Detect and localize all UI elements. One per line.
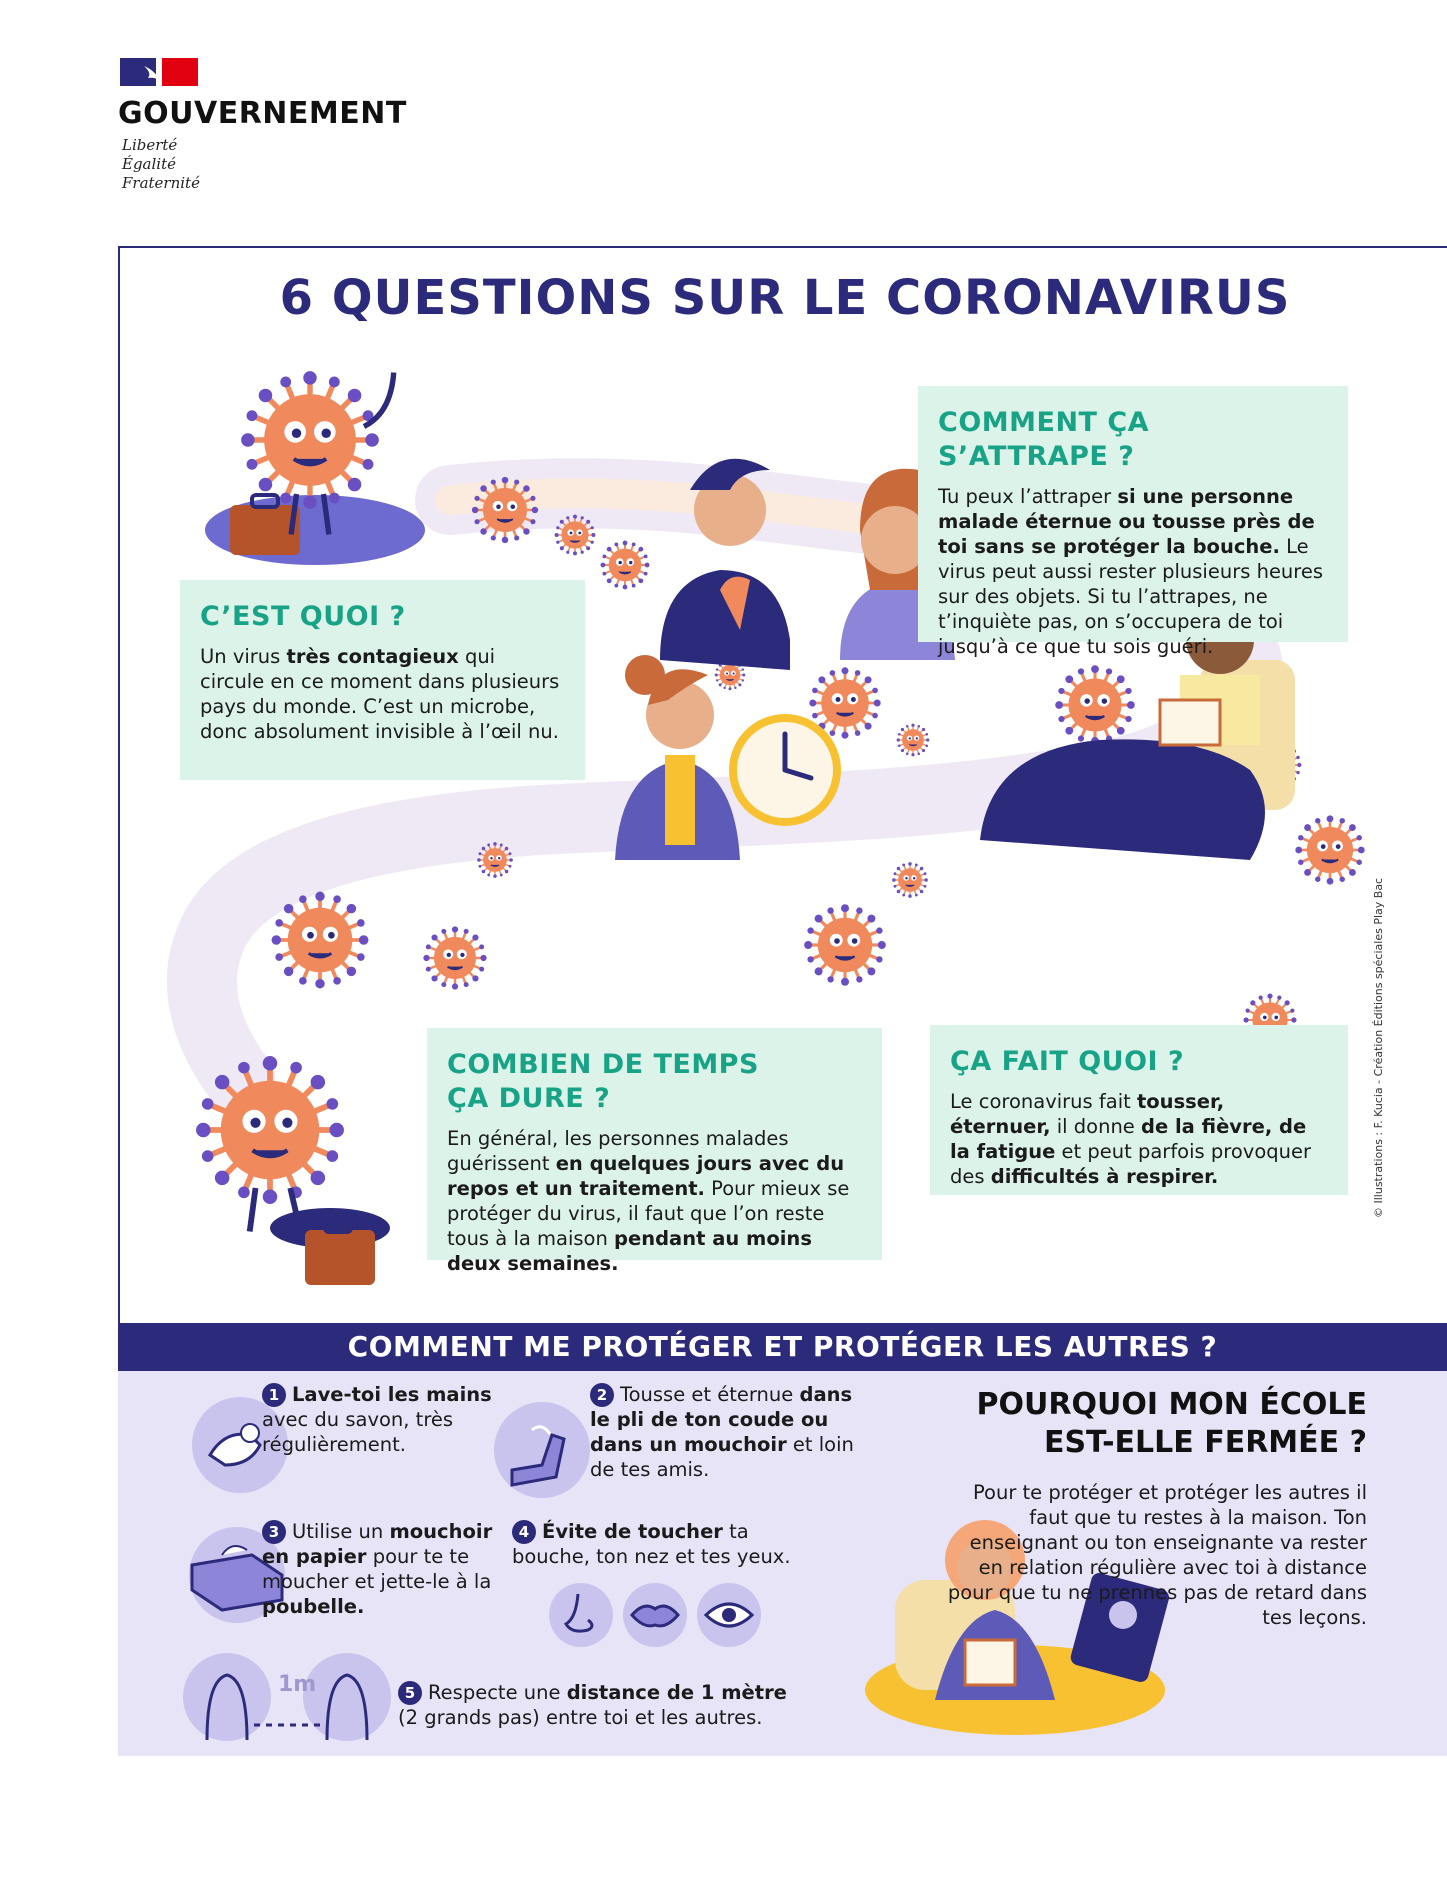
question-comment-attrape <box>918 386 1348 658</box>
question-title: C’EST QUOI ? <box>200 601 406 632</box>
eye-icon <box>696 1582 762 1648</box>
school-title: POURQUOI MON ÉCOLE EST-ELLE FERMÉE ? <box>976 1387 1367 1460</box>
question-title: COMBIEN DE TEMPS ÇA DURE ? <box>447 1049 759 1114</box>
motto-liberte: Liberté <box>122 136 178 154</box>
question-text: Tu peux l’attraper si une personne malade éternue ou tousse près de toi sans se protéger la bouche. Le virus peut aussi rester plusieurs heures sur des objets. Si tu l’attrapes, ne t’inquiète pas, on s’occupera de toi jusqu’à ce que tu sois guéri. <box>938 485 1324 658</box>
motto <box>122 136 200 193</box>
illustration-credit: © Illustrations : F. Kucia - Création Éditions spéciales Play Bac <box>1372 877 1385 1218</box>
nose-icon <box>548 1582 614 1648</box>
clock-icon <box>729 714 841 826</box>
distance-label: 1m <box>278 1672 317 1697</box>
question-combien-temps <box>427 1028 882 1275</box>
main-title: 6 QUESTIONS SUR LE CORONAVIRUS <box>279 270 1291 326</box>
french-flag-logo <box>120 58 198 86</box>
question-text: Le coronavirus fait tousser, éternuer, il donne de la fièvre, de la fatigue et peut parfois provoquer des difficultés à respirer. <box>950 1090 1312 1188</box>
distance-icon <box>182 1650 392 1745</box>
mouth-icon <box>622 1582 688 1648</box>
tip-5: 5 Respecte une distance de 1 mètre (2 grands pas) entre toi et les autres. <box>398 1681 787 1729</box>
motto-fraternite: Fraternité <box>122 174 200 192</box>
tip-number: 4 <box>512 1520 536 1544</box>
motto-egalite: Égalité <box>122 155 176 173</box>
question-text: Un virus très contagieux qui circule en ce moment dans plusieurs pays du monde. C’est un microbe, donc absolument invisible à l’œil nu. <box>200 645 560 743</box>
tip-3: 3 Utilise un mouchoir en papier pour te te moucher et jette-le à la poubelle. <box>262 1520 493 1618</box>
tip-number: 3 <box>262 1520 286 1544</box>
frame-top-border <box>118 246 1447 248</box>
brand-name: GOUVERNEMENT <box>118 96 407 131</box>
tip-2: 2 Tousse et éternue dans le pli de ton coude ou dans un mouchoir et loin de tes amis. <box>590 1383 854 1481</box>
tip-1: 1 Lave-toi les mains avec du savon, très régulièrement. <box>262 1383 492 1456</box>
question-text: En général, les personnes malades guérissent en quelques jours avec du repos et un traitement. Pour mieux se protéger du virus, il faut que l’on reste tous à la maison pendant au moins deux semaines. <box>447 1127 850 1275</box>
question-title: COMMENT ÇA S’ATTRAPE ? <box>938 407 1150 472</box>
tip-number: 2 <box>590 1383 614 1407</box>
school-text: Pour te protéger et protéger les autres il faut que tu restes à la maison. Ton enseignant ou ton enseignante va rester en relation régulière avec toi à distance pour que tu ne prennes pas de retard dans tes leçons. <box>947 1481 1367 1629</box>
tip-4: 4 Évite de toucher ta bouche, ton nez et tes yeux. <box>512 1520 791 1568</box>
question-title: ÇA FAIT QUOI ? <box>950 1046 1185 1077</box>
tip-number: 1 <box>262 1383 286 1407</box>
question-ca-fait-quoi <box>930 1025 1348 1195</box>
protect-section-title: COMMENT ME PROTÉGER ET PROTÉGER LES AUTRES ? <box>118 1323 1447 1371</box>
cough-elbow-icon <box>492 1400 592 1500</box>
tip-number: 5 <box>398 1681 422 1705</box>
question-cest-quoi <box>180 580 585 780</box>
